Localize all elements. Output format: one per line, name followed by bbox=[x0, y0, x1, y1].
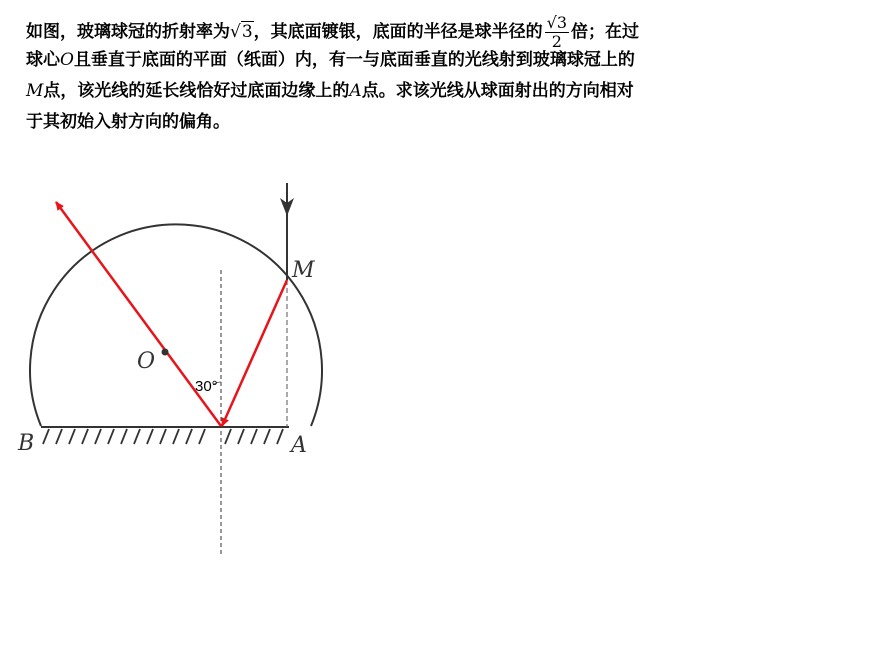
fraction-numerator: √3 bbox=[546, 13, 568, 32]
center-point-o bbox=[162, 349, 169, 356]
label-o: O bbox=[137, 349, 156, 374]
variable-M: M bbox=[26, 81, 44, 101]
fraction-denominator: 2 bbox=[551, 32, 562, 51]
problem-text-4: 于其初始入射方向的偏角。 bbox=[26, 112, 230, 132]
refracted-ray bbox=[222, 280, 287, 426]
problem-text-1a: 如图，玻璃球冠的折射率为 bbox=[26, 22, 230, 42]
problem-text-3b: 点。求该光线从球面射出的方向相对 bbox=[361, 81, 634, 101]
problem-text-2b: 且垂直于底面的平面（纸面）内，有一与底面垂直的光线射到玻璃球冠上的 bbox=[73, 50, 635, 70]
sphere-cap-arc bbox=[30, 224, 322, 426]
sqrt-symbol: √ bbox=[230, 22, 241, 42]
problem-text-1b: ，其底面镀银，底面的半径是球半径的 bbox=[253, 22, 543, 42]
silvered-base-hatching bbox=[43, 429, 283, 444]
sqrt-radicand: 3 bbox=[241, 22, 253, 42]
problem-text-2a: 球心 bbox=[26, 50, 60, 70]
label-b: B bbox=[18, 431, 35, 456]
problem-text-3a: 点，该光线的延长线恰好过底面边缘上的 bbox=[43, 81, 350, 101]
label-a: A bbox=[291, 433, 307, 458]
variable-O: O bbox=[60, 50, 74, 70]
problem-text-1c: 倍；在过 bbox=[571, 22, 640, 42]
angle-label-30: 30° bbox=[195, 378, 218, 395]
variable-A: A bbox=[349, 81, 362, 101]
label-m: M bbox=[292, 258, 315, 283]
